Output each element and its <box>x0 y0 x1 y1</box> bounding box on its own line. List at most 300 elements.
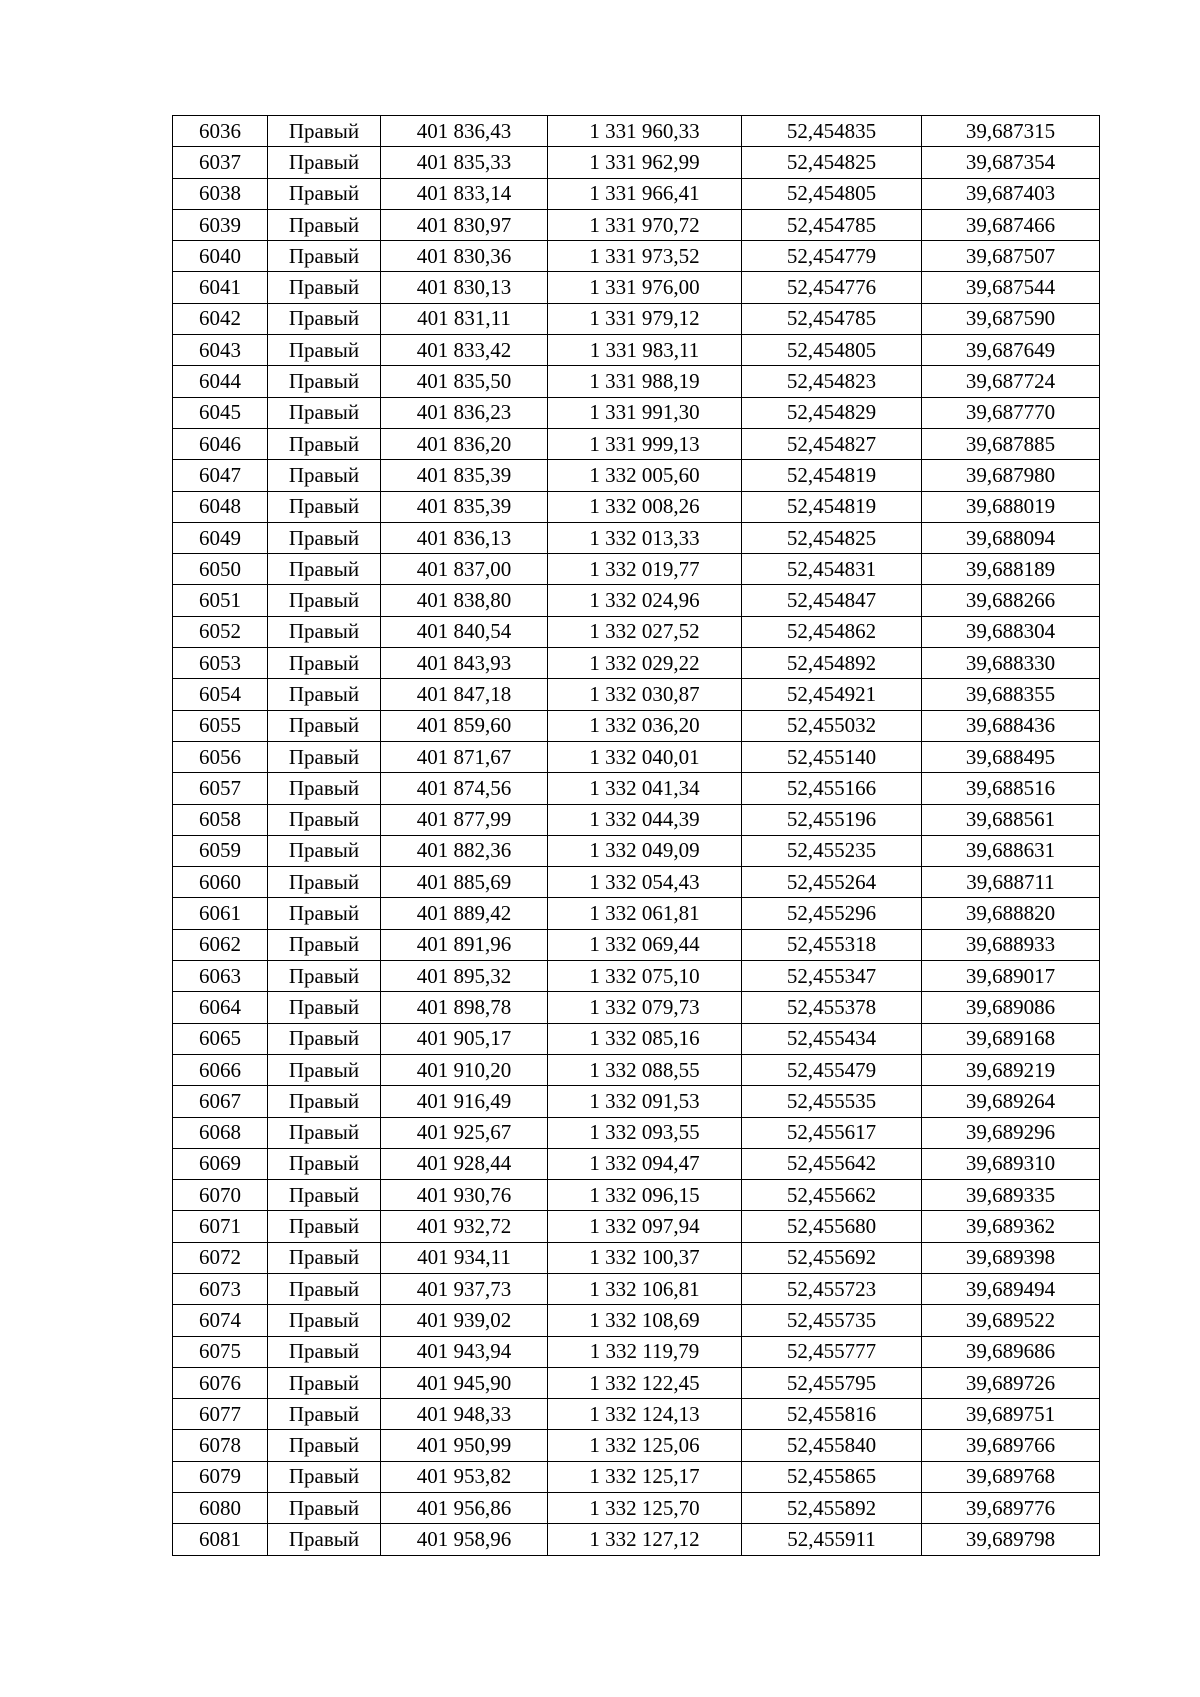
y-coordinate-cell: 1 331 983,11 <box>548 335 742 366</box>
table-row <box>173 335 1100 366</box>
longitude-cell: 39,688304 <box>922 616 1100 647</box>
x-coordinate-cell: 401 889,42 <box>381 898 548 929</box>
point-number-cell: 6080 <box>173 1493 268 1524</box>
y-coordinate-cell: 1 331 962,99 <box>548 147 742 178</box>
side-cell: Правый <box>268 1023 381 1054</box>
point-number-cell: 6039 <box>173 209 268 240</box>
point-number-cell: 6077 <box>173 1399 268 1430</box>
side-cell: Правый <box>268 1273 381 1304</box>
y-coordinate-cell: 1 332 008,26 <box>548 491 742 522</box>
latitude-cell: 52,455296 <box>742 898 922 929</box>
latitude-cell: 52,454825 <box>742 147 922 178</box>
point-number-cell: 6064 <box>173 992 268 1023</box>
side-cell: Правый <box>268 741 381 772</box>
latitude-cell: 52,455865 <box>742 1461 922 1492</box>
side-cell: Правый <box>268 241 381 272</box>
table-row <box>173 1148 1100 1179</box>
longitude-cell: 39,687403 <box>922 178 1100 209</box>
table-row <box>173 1117 1100 1148</box>
latitude-cell: 52,455816 <box>742 1399 922 1430</box>
y-coordinate-cell: 1 332 019,77 <box>548 554 742 585</box>
latitude-cell: 52,454862 <box>742 616 922 647</box>
side-cell: Правый <box>268 1148 381 1179</box>
table-row <box>173 522 1100 553</box>
latitude-cell: 52,455795 <box>742 1367 922 1398</box>
table-row <box>173 1086 1100 1117</box>
point-number-cell: 6075 <box>173 1336 268 1367</box>
latitude-cell: 52,454823 <box>742 366 922 397</box>
latitude-cell: 52,455735 <box>742 1305 922 1336</box>
table-row <box>173 585 1100 616</box>
x-coordinate-cell: 401 836,23 <box>381 397 548 428</box>
point-number-cell: 6046 <box>173 428 268 459</box>
side-cell: Правый <box>268 460 381 491</box>
side-cell: Правый <box>268 804 381 835</box>
x-coordinate-cell: 401 925,67 <box>381 1117 548 1148</box>
x-coordinate-cell: 401 958,96 <box>381 1524 548 1555</box>
point-number-cell: 6072 <box>173 1242 268 1273</box>
y-coordinate-cell: 1 332 106,81 <box>548 1273 742 1304</box>
point-number-cell: 6047 <box>173 460 268 491</box>
y-coordinate-cell: 1 332 091,53 <box>548 1086 742 1117</box>
latitude-cell: 52,455680 <box>742 1211 922 1242</box>
x-coordinate-cell: 401 934,11 <box>381 1242 548 1273</box>
y-coordinate-cell: 1 331 976,00 <box>548 272 742 303</box>
latitude-cell: 52,455692 <box>742 1242 922 1273</box>
table-row <box>173 1054 1100 1085</box>
point-number-cell: 6056 <box>173 741 268 772</box>
point-number-cell: 6061 <box>173 898 268 929</box>
table-row <box>173 272 1100 303</box>
table-row <box>173 835 1100 866</box>
table-row <box>173 1211 1100 1242</box>
table-row <box>173 710 1100 741</box>
side-cell: Правый <box>268 1117 381 1148</box>
point-number-cell: 6057 <box>173 773 268 804</box>
longitude-cell: 39,689766 <box>922 1430 1100 1461</box>
x-coordinate-cell: 401 830,36 <box>381 241 548 272</box>
latitude-cell: 52,454805 <box>742 335 922 366</box>
coordinates-table-body <box>173 116 1100 1556</box>
y-coordinate-cell: 1 332 049,09 <box>548 835 742 866</box>
table-row <box>173 460 1100 491</box>
longitude-cell: 39,688019 <box>922 491 1100 522</box>
latitude-cell: 52,454785 <box>742 209 922 240</box>
latitude-cell: 52,454835 <box>742 116 922 147</box>
latitude-cell: 52,454827 <box>742 428 922 459</box>
x-coordinate-cell: 401 871,67 <box>381 741 548 772</box>
latitude-cell: 52,455642 <box>742 1148 922 1179</box>
side-cell: Правый <box>268 1054 381 1085</box>
point-number-cell: 6071 <box>173 1211 268 1242</box>
table-row <box>173 867 1100 898</box>
latitude-cell: 52,454921 <box>742 679 922 710</box>
side-cell: Правый <box>268 929 381 960</box>
latitude-cell: 52,454847 <box>742 585 922 616</box>
table-row <box>173 1430 1100 1461</box>
y-coordinate-cell: 1 332 041,34 <box>548 773 742 804</box>
table-row <box>173 397 1100 428</box>
x-coordinate-cell: 401 859,60 <box>381 710 548 741</box>
table-row <box>173 992 1100 1023</box>
y-coordinate-cell: 1 331 999,13 <box>548 428 742 459</box>
longitude-cell: 39,687507 <box>922 241 1100 272</box>
x-coordinate-cell: 401 953,82 <box>381 1461 548 1492</box>
latitude-cell: 52,455892 <box>742 1493 922 1524</box>
table-row <box>173 929 1100 960</box>
latitude-cell: 52,455166 <box>742 773 922 804</box>
x-coordinate-cell: 401 847,18 <box>381 679 548 710</box>
x-coordinate-cell: 401 885,69 <box>381 867 548 898</box>
table-row <box>173 428 1100 459</box>
table-row <box>173 1242 1100 1273</box>
x-coordinate-cell: 401 932,72 <box>381 1211 548 1242</box>
point-number-cell: 6066 <box>173 1054 268 1085</box>
point-number-cell: 6044 <box>173 366 268 397</box>
x-coordinate-cell: 401 891,96 <box>381 929 548 960</box>
y-coordinate-cell: 1 332 119,79 <box>548 1336 742 1367</box>
point-number-cell: 6043 <box>173 335 268 366</box>
x-coordinate-cell: 401 943,94 <box>381 1336 548 1367</box>
x-coordinate-cell: 401 833,14 <box>381 178 548 209</box>
y-coordinate-cell: 1 332 069,44 <box>548 929 742 960</box>
y-coordinate-cell: 1 332 125,06 <box>548 1430 742 1461</box>
longitude-cell: 39,688820 <box>922 898 1100 929</box>
side-cell: Правый <box>268 147 381 178</box>
longitude-cell: 39,688266 <box>922 585 1100 616</box>
side-cell: Правый <box>268 491 381 522</box>
y-coordinate-cell: 1 332 013,33 <box>548 522 742 553</box>
latitude-cell: 52,455723 <box>742 1273 922 1304</box>
side-cell: Правый <box>268 1461 381 1492</box>
side-cell: Правый <box>268 522 381 553</box>
y-coordinate-cell: 1 332 027,52 <box>548 616 742 647</box>
point-number-cell: 6079 <box>173 1461 268 1492</box>
y-coordinate-cell: 1 332 044,39 <box>548 804 742 835</box>
side-cell: Правый <box>268 1336 381 1367</box>
y-coordinate-cell: 1 332 088,55 <box>548 1054 742 1085</box>
x-coordinate-cell: 401 937,73 <box>381 1273 548 1304</box>
y-coordinate-cell: 1 332 108,69 <box>548 1305 742 1336</box>
table-row <box>173 616 1100 647</box>
point-number-cell: 6065 <box>173 1023 268 1054</box>
x-coordinate-cell: 401 910,20 <box>381 1054 548 1085</box>
side-cell: Правый <box>268 1242 381 1273</box>
y-coordinate-cell: 1 332 097,94 <box>548 1211 742 1242</box>
side-cell: Правый <box>268 1086 381 1117</box>
side-cell: Правый <box>268 335 381 366</box>
x-coordinate-cell: 401 928,44 <box>381 1148 548 1179</box>
side-cell: Правый <box>268 178 381 209</box>
side-cell: Правый <box>268 366 381 397</box>
latitude-cell: 52,455840 <box>742 1430 922 1461</box>
x-coordinate-cell: 401 939,02 <box>381 1305 548 1336</box>
point-number-cell: 6049 <box>173 522 268 553</box>
y-coordinate-cell: 1 332 096,15 <box>548 1180 742 1211</box>
latitude-cell: 52,454779 <box>742 241 922 272</box>
latitude-cell: 52,454825 <box>742 522 922 553</box>
side-cell: Правый <box>268 1211 381 1242</box>
longitude-cell: 39,689017 <box>922 961 1100 992</box>
latitude-cell: 52,455434 <box>742 1023 922 1054</box>
latitude-cell: 52,455535 <box>742 1086 922 1117</box>
point-number-cell: 6051 <box>173 585 268 616</box>
table-row <box>173 491 1100 522</box>
longitude-cell: 39,689398 <box>922 1242 1100 1273</box>
side-cell: Правый <box>268 961 381 992</box>
latitude-cell: 52,455777 <box>742 1336 922 1367</box>
x-coordinate-cell: 401 948,33 <box>381 1399 548 1430</box>
point-number-cell: 6055 <box>173 710 268 741</box>
side-cell: Правый <box>268 116 381 147</box>
side-cell: Правый <box>268 835 381 866</box>
y-coordinate-cell: 1 331 970,72 <box>548 209 742 240</box>
point-number-cell: 6060 <box>173 867 268 898</box>
latitude-cell: 52,454819 <box>742 460 922 491</box>
table-row <box>173 1399 1100 1430</box>
side-cell: Правый <box>268 554 381 585</box>
longitude-cell: 39,689751 <box>922 1399 1100 1430</box>
point-number-cell: 6040 <box>173 241 268 272</box>
longitude-cell: 39,687980 <box>922 460 1100 491</box>
point-number-cell: 6048 <box>173 491 268 522</box>
side-cell: Правый <box>268 648 381 679</box>
y-coordinate-cell: 1 332 094,47 <box>548 1148 742 1179</box>
table-row <box>173 116 1100 147</box>
latitude-cell: 52,454831 <box>742 554 922 585</box>
side-cell: Правый <box>268 1430 381 1461</box>
point-number-cell: 6069 <box>173 1148 268 1179</box>
point-number-cell: 6041 <box>173 272 268 303</box>
side-cell: Правый <box>268 679 381 710</box>
point-number-cell: 6062 <box>173 929 268 960</box>
point-number-cell: 6036 <box>173 116 268 147</box>
longitude-cell: 39,689296 <box>922 1117 1100 1148</box>
point-number-cell: 6081 <box>173 1524 268 1555</box>
longitude-cell: 39,687649 <box>922 335 1100 366</box>
table-row <box>173 961 1100 992</box>
table-row <box>173 1336 1100 1367</box>
table-row <box>173 648 1100 679</box>
point-number-cell: 6050 <box>173 554 268 585</box>
table-row <box>173 679 1100 710</box>
x-coordinate-cell: 401 835,39 <box>381 491 548 522</box>
x-coordinate-cell: 401 877,99 <box>381 804 548 835</box>
x-coordinate-cell: 401 835,39 <box>381 460 548 491</box>
longitude-cell: 39,687770 <box>922 397 1100 428</box>
y-coordinate-cell: 1 332 125,70 <box>548 1493 742 1524</box>
side-cell: Правый <box>268 616 381 647</box>
side-cell: Правый <box>268 710 381 741</box>
table-row <box>173 366 1100 397</box>
longitude-cell: 39,687544 <box>922 272 1100 303</box>
x-coordinate-cell: 401 895,32 <box>381 961 548 992</box>
x-coordinate-cell: 401 833,42 <box>381 335 548 366</box>
point-number-cell: 6037 <box>173 147 268 178</box>
point-number-cell: 6070 <box>173 1180 268 1211</box>
x-coordinate-cell: 401 882,36 <box>381 835 548 866</box>
longitude-cell: 39,687590 <box>922 303 1100 334</box>
y-coordinate-cell: 1 332 040,01 <box>548 741 742 772</box>
table-row <box>173 1367 1100 1398</box>
y-coordinate-cell: 1 332 085,16 <box>548 1023 742 1054</box>
table-row <box>173 178 1100 209</box>
longitude-cell: 39,688436 <box>922 710 1100 741</box>
longitude-cell: 39,687354 <box>922 147 1100 178</box>
point-number-cell: 6063 <box>173 961 268 992</box>
y-coordinate-cell: 1 331 991,30 <box>548 397 742 428</box>
y-coordinate-cell: 1 332 024,96 <box>548 585 742 616</box>
table-row <box>173 1180 1100 1211</box>
y-coordinate-cell: 1 332 093,55 <box>548 1117 742 1148</box>
x-coordinate-cell: 401 905,17 <box>381 1023 548 1054</box>
table-row <box>173 1305 1100 1336</box>
longitude-cell: 39,689494 <box>922 1273 1100 1304</box>
x-coordinate-cell: 401 837,00 <box>381 554 548 585</box>
longitude-cell: 39,688631 <box>922 835 1100 866</box>
longitude-cell: 39,689768 <box>922 1461 1100 1492</box>
table-row <box>173 898 1100 929</box>
point-number-cell: 6058 <box>173 804 268 835</box>
latitude-cell: 52,455347 <box>742 961 922 992</box>
longitude-cell: 39,689219 <box>922 1054 1100 1085</box>
y-coordinate-cell: 1 332 127,12 <box>548 1524 742 1555</box>
side-cell: Правый <box>268 773 381 804</box>
point-number-cell: 6038 <box>173 178 268 209</box>
point-number-cell: 6052 <box>173 616 268 647</box>
latitude-cell: 52,454892 <box>742 648 922 679</box>
y-coordinate-cell: 1 332 054,43 <box>548 867 742 898</box>
side-cell: Правый <box>268 1180 381 1211</box>
longitude-cell: 39,688516 <box>922 773 1100 804</box>
x-coordinate-cell: 401 840,54 <box>381 616 548 647</box>
y-coordinate-cell: 1 331 973,52 <box>548 241 742 272</box>
y-coordinate-cell: 1 332 075,10 <box>548 961 742 992</box>
latitude-cell: 52,455479 <box>742 1054 922 1085</box>
point-number-cell: 6078 <box>173 1430 268 1461</box>
y-coordinate-cell: 1 332 125,17 <box>548 1461 742 1492</box>
side-cell: Правый <box>268 1367 381 1398</box>
coordinates-table <box>172 115 1100 1556</box>
y-coordinate-cell: 1 332 122,45 <box>548 1367 742 1398</box>
x-coordinate-cell: 401 836,13 <box>381 522 548 553</box>
latitude-cell: 52,454785 <box>742 303 922 334</box>
table-row <box>173 773 1100 804</box>
longitude-cell: 39,687885 <box>922 428 1100 459</box>
table-row <box>173 241 1100 272</box>
x-coordinate-cell: 401 830,13 <box>381 272 548 303</box>
x-coordinate-cell: 401 835,50 <box>381 366 548 397</box>
point-number-cell: 6068 <box>173 1117 268 1148</box>
x-coordinate-cell: 401 874,56 <box>381 773 548 804</box>
x-coordinate-cell: 401 956,86 <box>381 1493 548 1524</box>
longitude-cell: 39,689310 <box>922 1148 1100 1179</box>
x-coordinate-cell: 401 831,11 <box>381 303 548 334</box>
side-cell: Правый <box>268 992 381 1023</box>
longitude-cell: 39,689362 <box>922 1211 1100 1242</box>
y-coordinate-cell: 1 331 966,41 <box>548 178 742 209</box>
point-number-cell: 6053 <box>173 648 268 679</box>
longitude-cell: 39,689168 <box>922 1023 1100 1054</box>
latitude-cell: 52,454805 <box>742 178 922 209</box>
latitude-cell: 52,455662 <box>742 1180 922 1211</box>
side-cell: Правый <box>268 867 381 898</box>
longitude-cell: 39,688495 <box>922 741 1100 772</box>
latitude-cell: 52,455032 <box>742 710 922 741</box>
y-coordinate-cell: 1 331 988,19 <box>548 366 742 397</box>
latitude-cell: 52,454819 <box>742 491 922 522</box>
longitude-cell: 39,689776 <box>922 1493 1100 1524</box>
side-cell: Правый <box>268 1524 381 1555</box>
side-cell: Правый <box>268 303 381 334</box>
side-cell: Правый <box>268 1493 381 1524</box>
x-coordinate-cell: 401 838,80 <box>381 585 548 616</box>
table-row <box>173 147 1100 178</box>
latitude-cell: 52,454829 <box>742 397 922 428</box>
longitude-cell: 39,688330 <box>922 648 1100 679</box>
x-coordinate-cell: 401 945,90 <box>381 1367 548 1398</box>
x-coordinate-cell: 401 916,49 <box>381 1086 548 1117</box>
point-number-cell: 6073 <box>173 1273 268 1304</box>
side-cell: Правый <box>268 272 381 303</box>
point-number-cell: 6074 <box>173 1305 268 1336</box>
point-number-cell: 6054 <box>173 679 268 710</box>
longitude-cell: 39,688355 <box>922 679 1100 710</box>
longitude-cell: 39,689522 <box>922 1305 1100 1336</box>
latitude-cell: 52,455140 <box>742 741 922 772</box>
table-row <box>173 804 1100 835</box>
y-coordinate-cell: 1 332 061,81 <box>548 898 742 929</box>
point-number-cell: 6045 <box>173 397 268 428</box>
table-row <box>173 1273 1100 1304</box>
point-number-cell: 6059 <box>173 835 268 866</box>
side-cell: Правый <box>268 585 381 616</box>
y-coordinate-cell: 1 332 036,20 <box>548 710 742 741</box>
side-cell: Правый <box>268 428 381 459</box>
longitude-cell: 39,689086 <box>922 992 1100 1023</box>
point-number-cell: 6067 <box>173 1086 268 1117</box>
y-coordinate-cell: 1 332 029,22 <box>548 648 742 679</box>
x-coordinate-cell: 401 835,33 <box>381 147 548 178</box>
longitude-cell: 39,689726 <box>922 1367 1100 1398</box>
latitude-cell: 52,455911 <box>742 1524 922 1555</box>
x-coordinate-cell: 401 830,97 <box>381 209 548 240</box>
side-cell: Правый <box>268 209 381 240</box>
y-coordinate-cell: 1 331 960,33 <box>548 116 742 147</box>
x-coordinate-cell: 401 836,20 <box>381 428 548 459</box>
latitude-cell: 52,455318 <box>742 929 922 960</box>
longitude-cell: 39,688189 <box>922 554 1100 585</box>
y-coordinate-cell: 1 332 100,37 <box>548 1242 742 1273</box>
latitude-cell: 52,455196 <box>742 804 922 835</box>
table-row <box>173 1524 1100 1555</box>
longitude-cell: 39,688561 <box>922 804 1100 835</box>
latitude-cell: 52,455617 <box>742 1117 922 1148</box>
point-number-cell: 6042 <box>173 303 268 334</box>
table-row <box>173 209 1100 240</box>
longitude-cell: 39,689264 <box>922 1086 1100 1117</box>
longitude-cell: 39,688094 <box>922 522 1100 553</box>
longitude-cell: 39,689798 <box>922 1524 1100 1555</box>
side-cell: Правый <box>268 898 381 929</box>
longitude-cell: 39,689686 <box>922 1336 1100 1367</box>
y-coordinate-cell: 1 332 124,13 <box>548 1399 742 1430</box>
table-row <box>173 1461 1100 1492</box>
table-row <box>173 1493 1100 1524</box>
side-cell: Правый <box>268 397 381 428</box>
longitude-cell: 39,687724 <box>922 366 1100 397</box>
x-coordinate-cell: 401 836,43 <box>381 116 548 147</box>
